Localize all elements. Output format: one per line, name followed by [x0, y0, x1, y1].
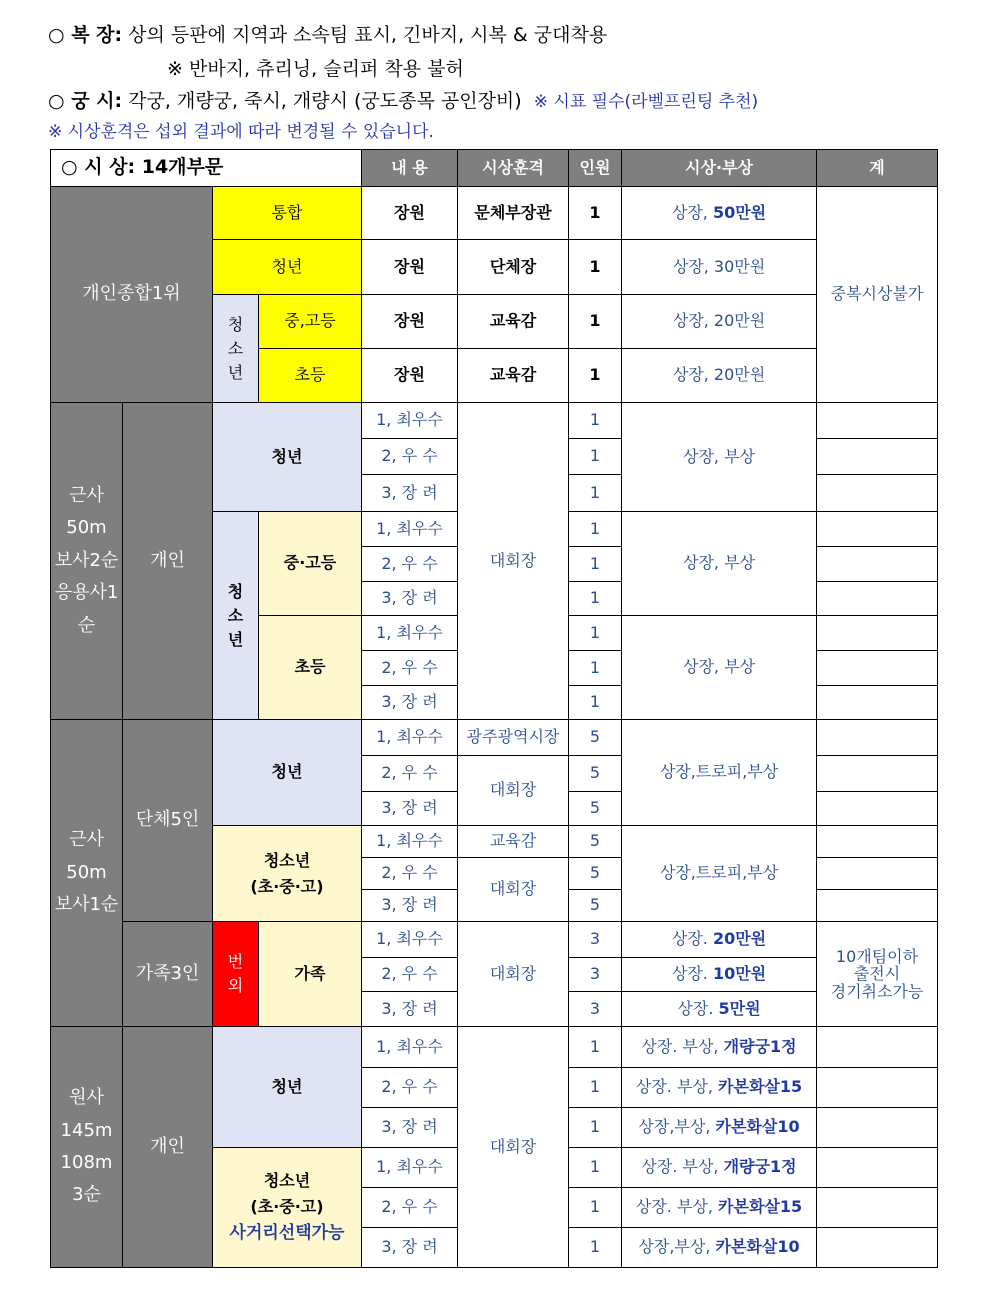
overall-award: 교육감 [458, 349, 569, 403]
near-ind-prize: 상장, 부상 [622, 403, 817, 512]
count-cell: 3 [569, 958, 622, 992]
count-cell: 1 [569, 1108, 622, 1148]
near-ind-div: 청년 [213, 403, 362, 512]
total-cell [817, 1068, 938, 1108]
rank-cell: 3, 장 려 [362, 475, 458, 512]
overall-content: 장원 [362, 187, 458, 240]
rank-cell: 1, 최우수 [362, 616, 458, 651]
overall-prize: 상장, 20만원 [622, 349, 817, 403]
count-cell: 1 [569, 1188, 622, 1228]
far-type: 개인 [123, 1027, 213, 1268]
rank-cell: 1, 최우수 [362, 512, 458, 547]
near-team-div: 청소년 (초·중·고) [213, 826, 362, 922]
header-content: 내 용 [362, 150, 458, 187]
near-team-type: 단체5인 [123, 720, 213, 922]
far-youth-label: 청소년 (초·중·고) [250, 1171, 324, 1216]
total-cell [817, 439, 938, 475]
family-note: 10개팀이하 출전시 경기취소가능 [817, 922, 938, 1027]
rank-cell: 1, 최우수 [362, 720, 458, 756]
overall-prize: 상장, 20만원 [622, 295, 817, 349]
count-cell: 5 [569, 756, 622, 792]
total-cell [817, 651, 938, 686]
far-award: 대회장 [458, 1027, 569, 1268]
count-cell: 1 [569, 1068, 622, 1108]
near-individual-type: 개인 [123, 403, 213, 720]
count-cell: 1 [569, 686, 622, 720]
overall-award: 문체부장관 [458, 187, 569, 240]
dress-code-text: 상의 등판에 지역과 소속팀 표시, 긴바지, 시복 & 궁대착용 [128, 24, 608, 46]
count-cell: 1 [569, 616, 622, 651]
range-choice-note: 사거리선택가능 [229, 1222, 345, 1243]
count-cell: 1 [569, 439, 622, 475]
overall-award: 단체장 [458, 240, 569, 295]
rank-cell: 2, 우 수 [362, 958, 458, 992]
count-cell: 1 [569, 1148, 622, 1188]
far-prize: 상장. 부상, 카본화살15 [622, 1068, 817, 1108]
overall-award: 교육감 [458, 295, 569, 349]
near-ind-youth-label: 청 소 년 [213, 512, 259, 720]
total-cell [817, 826, 938, 858]
overall-prize: 상장, 30만원 [622, 240, 817, 295]
rank-cell: 2, 우 수 [362, 1068, 458, 1108]
overall-prize: 상장, 50만원 [622, 187, 817, 240]
near-ind-prize: 상장, 부상 [622, 616, 817, 720]
near-team-prize: 상장,트로피,부상 [622, 720, 817, 826]
count-cell: 1 [569, 403, 622, 439]
total-cell [817, 1188, 938, 1228]
total-cell [817, 616, 938, 651]
overall-count: 1 [569, 240, 622, 295]
count-cell: 1 [569, 475, 622, 512]
equipment-note: ※ 시표 필수(라벨프린팅 추천) [533, 92, 759, 112]
header-award: 시상훈격 [458, 150, 569, 187]
rank-cell: 1, 최우수 [362, 922, 458, 958]
near-ind-award: 대회장 [458, 403, 569, 720]
overall-count: 1 [569, 187, 622, 240]
overall-content: 장원 [362, 349, 458, 403]
award-title: ○ 시 상: 14개부문 [51, 150, 362, 187]
count-cell: 1 [569, 651, 622, 686]
rank-cell: 3, 장 려 [362, 890, 458, 922]
near-team-award-rest: 대회장 [458, 858, 569, 922]
award-change-note: ※ 시상훈격은 섭외 결과에 따라 변경될 수 있습니다. [48, 122, 434, 142]
rank-cell: 3, 장 려 [362, 582, 458, 616]
rank-cell: 2, 우 수 [362, 651, 458, 686]
total-cell [817, 756, 938, 792]
far-category: 원사 145m 108m 3순 [51, 1027, 123, 1268]
overall-content: 장원 [362, 240, 458, 295]
near-individual-category: 근사 50m 보사2순 응용사1 순 [51, 403, 123, 720]
total-cell [817, 858, 938, 890]
count-cell: 5 [569, 858, 622, 890]
overall-div: 중,고등 [259, 295, 362, 349]
overall-content: 장원 [362, 295, 458, 349]
header-people: 인원 [569, 150, 622, 187]
count-cell: 1 [569, 512, 622, 547]
family-type: 가족3인 [123, 922, 213, 1027]
near-ind-div: 중·고등 [259, 512, 362, 616]
overall-category: 개인종합1위 [51, 187, 213, 403]
rank-cell: 3, 장 려 [362, 992, 458, 1027]
near-team-category: 근사 50m 보사1순 [51, 720, 123, 1027]
far-prize: 상장. 부상, 개량궁1정 [622, 1148, 817, 1188]
overall-note: 중복시상불가 [817, 187, 938, 403]
rank-cell: 1, 최우수 [362, 403, 458, 439]
count-cell: 1 [569, 1228, 622, 1268]
total-cell [817, 475, 938, 512]
rank-cell: 2, 우 수 [362, 858, 458, 890]
overall-div: 청년 [213, 240, 362, 295]
award-table [50, 149, 938, 1268]
count-cell: 3 [569, 922, 622, 958]
family-prize: 상장. 10만원 [622, 958, 817, 992]
far-prize: 상장,부상, 카본화살10 [622, 1108, 817, 1148]
total-cell [817, 1228, 938, 1268]
total-cell [817, 1148, 938, 1188]
near-ind-prize: 상장, 부상 [622, 512, 817, 616]
total-cell [817, 890, 938, 922]
overall-count: 1 [569, 295, 622, 349]
far-prize: 상장. 부상, 카본화살15 [622, 1188, 817, 1228]
count-cell: 5 [569, 890, 622, 922]
far-prize: 상장,부상, 카본화살10 [622, 1228, 817, 1268]
family-prize: 상장. 20만원 [622, 922, 817, 958]
total-cell [817, 1027, 938, 1068]
overall-count: 1 [569, 349, 622, 403]
count-cell: 3 [569, 992, 622, 1027]
rank-cell: 2, 우 수 [362, 756, 458, 792]
header-total: 계 [817, 150, 938, 187]
rank-cell: 2, 우 수 [362, 1188, 458, 1228]
rank-cell: 3, 장 려 [362, 1228, 458, 1268]
overall-div: 통합 [213, 187, 362, 240]
family-prize: 상장. 5만원 [622, 992, 817, 1027]
count-cell: 5 [569, 826, 622, 858]
total-cell [817, 547, 938, 582]
rank-cell: 3, 장 려 [362, 792, 458, 826]
near-team-prize: 상장,트로피,부상 [622, 826, 817, 922]
total-cell [817, 582, 938, 616]
rank-cell: 3, 장 려 [362, 1108, 458, 1148]
count-cell: 1 [569, 547, 622, 582]
dress-code-line [48, 20, 607, 47]
equipment-text: 각궁, 개량궁, 죽시, 개량시 (궁도종목 공인장비) [128, 90, 522, 112]
equipment-label: ○ 궁 시: [48, 90, 123, 112]
total-cell [817, 686, 938, 720]
far-div: 청년 [213, 1027, 362, 1148]
rank-cell: 3, 장 려 [362, 686, 458, 720]
count-cell: 5 [569, 792, 622, 826]
total-cell [817, 1108, 938, 1148]
near-team-award-top: 광주광역시장 [458, 720, 569, 756]
rank-cell: 1, 최우수 [362, 1148, 458, 1188]
near-team-award-top: 교육감 [458, 826, 569, 858]
family-award: 대회장 [458, 922, 569, 1027]
far-prize: 상장. 부상, 개량궁1정 [622, 1027, 817, 1068]
near-team-award-rest: 대회장 [458, 756, 569, 826]
total-cell [817, 512, 938, 547]
family-badge: 번 외 [213, 922, 259, 1027]
total-cell [817, 792, 938, 826]
rank-cell: 2, 우 수 [362, 547, 458, 582]
far-div [213, 1148, 362, 1268]
total-cell [817, 403, 938, 439]
dress-code-label: ○ 복 장: [48, 24, 123, 46]
overall-div: 초등 [259, 349, 362, 403]
rank-cell: 1, 최우수 [362, 1027, 458, 1068]
rank-cell: 1, 최우수 [362, 826, 458, 858]
count-cell: 1 [569, 1027, 622, 1068]
equipment-line [48, 86, 758, 113]
near-ind-div: 초등 [259, 616, 362, 720]
count-cell: 5 [569, 720, 622, 756]
rank-cell: 2, 우 수 [362, 439, 458, 475]
family-div: 가족 [259, 922, 362, 1027]
total-cell [817, 720, 938, 756]
near-team-div: 청년 [213, 720, 362, 826]
header-prize: 시상·부상 [622, 150, 817, 187]
overall-youth-label: 청 소 년 [213, 295, 259, 403]
dress-code-note: ※ 반바지, 츄리닝, 슬리퍼 착용 불허 [167, 58, 464, 80]
count-cell: 1 [569, 582, 622, 616]
